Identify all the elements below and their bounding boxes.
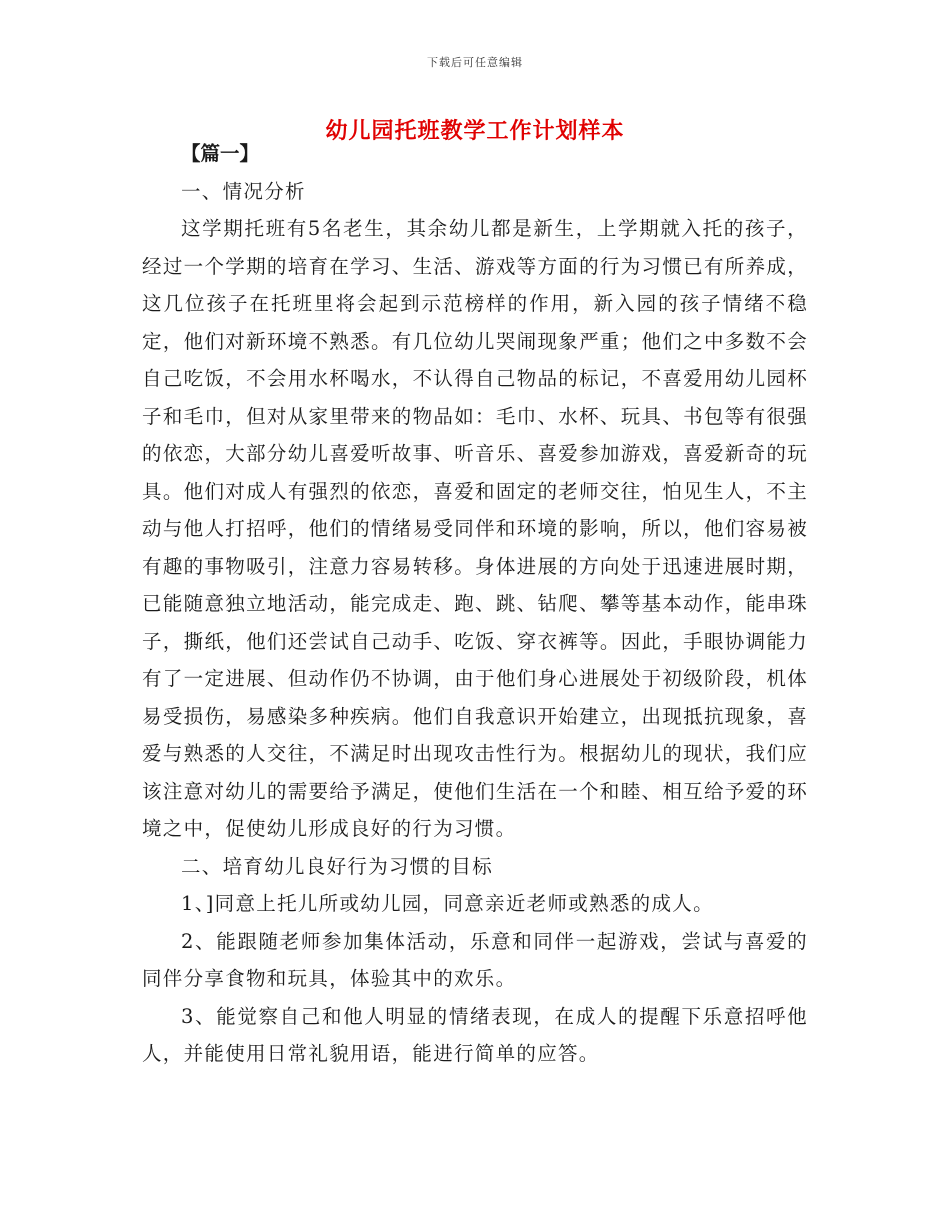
page-header-note: 下载后可任意编辑 xyxy=(427,56,523,69)
goal-item-3: 3、能觉察自己和他人明显的情绪表现，在成人的提醒下乐意招呼他人，并能使用日常礼貌用语，能进行简单的应答。 xyxy=(142,1004,808,1065)
section-label: 【篇一】 xyxy=(181,142,260,165)
heading-situation-analysis: 一、情况分析 xyxy=(181,179,306,203)
goal-item-1: 1、]同意上托儿所或幼儿园，同意亲近老师或熟悉的成人。 xyxy=(181,892,714,915)
paragraph-situation-analysis: 这学期托班有5名老生，其余幼儿都是新生，上学期就入托的孩子，经过一个学期的培育在学习、生活、游戏等方面的行为习惯已有所养成，这几位孩子在托班里将会起到示范榜样的作用，新入园的孩子情绪不稳定，他们对新环境不熟悉。有几位幼儿哭闹现象严重；他们之中多数不会自己吃饭，不会用水杯喝水，不认得自己物品的标记，不喜爱用幼儿园杯子和毛巾，但对从家里带来的物品如：毛巾、水杯、玩具、书包等有很强的依恋，大部分幼儿喜爱听故事、听音乐、喜爱参加游戏，喜爱新奇的玩具。他们对成人有强烈的依恋，喜爱和固定的老师交往，怕见生人，不主动与他人打招呼，他们的情绪易受同伴和环境的影响，所以，他们容易被有趣的事物吸引，注意力容易转移。身体进展的方向处于迅速进展时期，已能随意独立地活动，能完成走、跑、跳、钻爬、攀等基本动作，能串珠子，撕纸，他们还尝试自己动手、吃饭、穿衣裤等。因此，手眼协调能力有了一定进展、但动作仍不协调，由于他们身心进展处于初级阶段，机体易受损伤，易感染多种疾病。他们自我意识开始建立，出现抵抗现象，喜爱与熟悉的人交往，不满足时出现攻击性行为。根据幼儿的现状，我们应该注意对幼儿的需要给予满足，使他们生活在一个和睦、相互给予爱的环境之中，促使幼儿形成良好的行为习惯。 xyxy=(142,217,808,840)
heading-habit-goals: 二、培育幼儿良好行为习惯的目标 xyxy=(181,854,494,878)
goal-item-2: 2、能跟随老师参加集体活动，乐意和同伴一起游戏，尝试与喜爱的同伴分享食物和玩具，体验其中的欢乐。 xyxy=(142,929,808,990)
document-title: 幼儿园托班教学工作计划样本 xyxy=(325,118,625,144)
document-body xyxy=(142,135,808,1073)
